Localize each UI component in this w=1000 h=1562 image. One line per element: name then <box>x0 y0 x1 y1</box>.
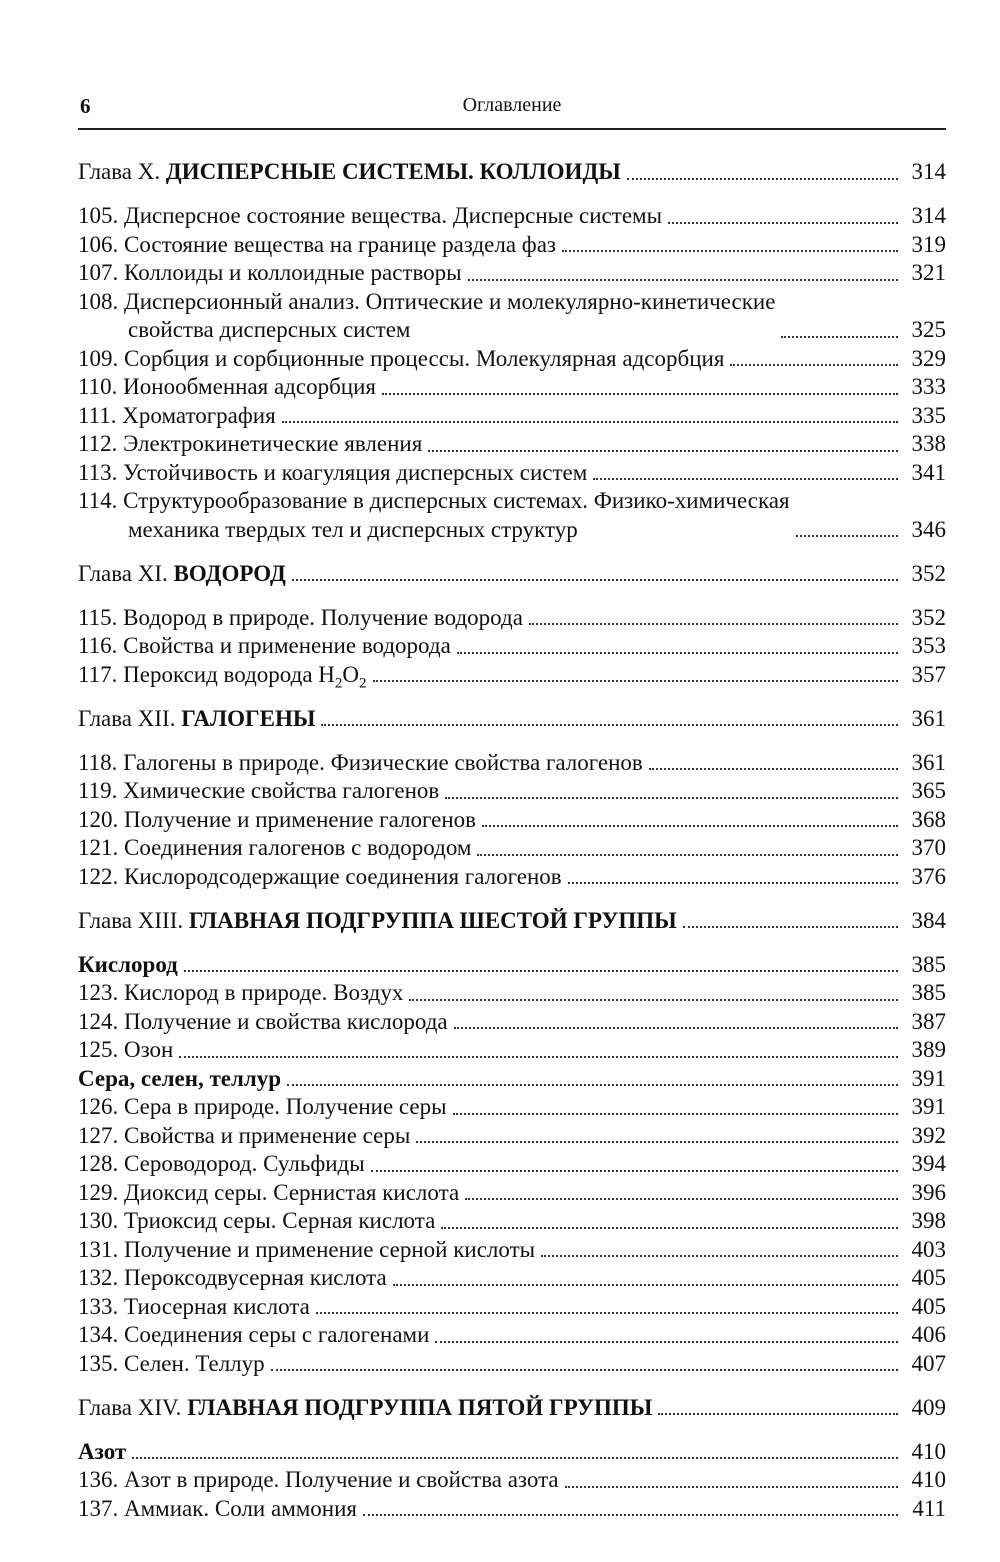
chapter-prefix: Глава XIII. <box>78 907 189 933</box>
entry-text: Хроматография <box>122 402 276 428</box>
chapter-gap <box>78 891 946 907</box>
entry-number: 109. <box>78 345 119 371</box>
entry-label <box>78 1122 410 1151</box>
chapter-prefix: Глава XII. <box>78 705 182 731</box>
page-ref: 411 <box>912 1495 946 1521</box>
section-gap <box>78 588 946 604</box>
leader-dots <box>796 523 898 537</box>
entry-text: Диоксид серы. Сернистая кислота <box>124 1179 460 1205</box>
toc-entry-row[interactable] <box>78 1093 946 1122</box>
page-ref: 410 <box>911 1438 946 1464</box>
entry-label <box>78 202 662 231</box>
page-ref: 410 <box>911 1467 946 1492</box>
toc-entry-row[interactable] <box>78 259 946 288</box>
entry-number: 111. <box>78 402 117 428</box>
entry-text: Свойства и применение серы <box>124 1122 411 1148</box>
entry-text: Получение и применение галогенов <box>124 806 476 832</box>
page-ref: 361 <box>911 705 946 731</box>
entry-text: Соединения серы с галогенами <box>124 1322 430 1347</box>
entry-text: Аммиак. Соли аммония <box>124 1495 357 1521</box>
entry-label <box>78 661 367 690</box>
entry-number: 124. <box>78 1008 119 1034</box>
entry-number: 136. <box>78 1467 119 1492</box>
entry-label <box>78 1008 448 1037</box>
entry-text-1: Дисперсионный анализ. Оптические и молекулярно-кинетические <box>124 288 776 314</box>
entry-number: 125. <box>78 1037 119 1062</box>
chapter-prefix: Глава XI. <box>78 560 174 586</box>
entry-text: Сорбция и сорбционные процессы. Молекулярная адсорбция <box>124 345 725 371</box>
page-ref: 406 <box>911 1322 946 1347</box>
page-ref: 333 <box>911 374 946 399</box>
toc-entry-row[interactable] <box>78 834 946 863</box>
page-ref: 376 <box>911 863 946 889</box>
entry-label <box>78 259 462 288</box>
page-ref: 329 <box>911 345 946 371</box>
leader-dots <box>321 712 898 726</box>
toc-entry-row[interactable] <box>78 288 946 345</box>
page-number: 6 <box>80 94 91 118</box>
entry-label <box>78 863 562 892</box>
entry-label <box>78 1150 365 1179</box>
entry-label <box>78 288 775 345</box>
entry-text-2: механика твердых тел и дисперсных структур <box>128 516 578 542</box>
page-ref: 391 <box>911 1065 946 1091</box>
toc-entry-row[interactable] <box>78 777 946 806</box>
page-ref: 335 <box>911 402 946 428</box>
page-ref: 392 <box>911 1122 946 1148</box>
entry-number: 106. <box>78 231 119 257</box>
leader-dots <box>562 238 898 252</box>
chapter-label <box>78 560 286 589</box>
entry-text: Получение и свойства кислорода <box>124 1008 448 1034</box>
entry-number: 107. <box>78 260 119 285</box>
page-ref: 394 <box>911 1151 946 1176</box>
entry-text: Пероксид водорода H <box>123 661 335 687</box>
leader-dots <box>541 1243 898 1257</box>
entry-text: Коллоиды и коллоидные растворы <box>124 260 462 285</box>
leader-dots <box>393 1272 898 1286</box>
entry-label <box>78 402 276 431</box>
toc-entry-row[interactable] <box>78 1008 946 1037</box>
leader-dots <box>529 611 898 625</box>
entry-label <box>78 834 471 863</box>
entry-label <box>78 604 523 633</box>
entry-text: Кислород в природе. Воздух <box>124 980 404 1005</box>
leader-dots <box>445 785 898 799</box>
leader-dots <box>465 1186 898 1200</box>
toc-entry-row[interactable] <box>78 231 946 260</box>
entry-text: Водород в природе. Получение водорода <box>123 604 523 630</box>
entry-text: Селен. Теллур <box>124 1350 265 1376</box>
entry-text: Озон <box>124 1037 174 1062</box>
page-ref: 405 <box>911 1293 946 1319</box>
entry-number: 119. <box>78 778 118 803</box>
section-gap <box>78 1422 946 1438</box>
toc-chapter-row[interactable] <box>78 158 946 187</box>
chapter-title: ГЛАВНАЯ ПОДГРУППА ШЕСТОЙ ГРУППЫ <box>188 907 677 933</box>
entry-text: Азот в природе. Получение и свойства азота <box>124 1467 559 1492</box>
entry-label <box>78 1350 265 1379</box>
entry-text: Ионообменная адсорбция <box>123 374 376 399</box>
entry-line-1 <box>78 288 775 317</box>
chapter-label <box>78 705 315 734</box>
entry-text: Устойчивость и коагуляция дисперсных систем <box>123 459 588 485</box>
leader-dots <box>363 1502 898 1516</box>
entry-number: 135. <box>78 1350 119 1376</box>
toc-entry-row[interactable] <box>78 202 946 231</box>
entry-label <box>78 231 556 260</box>
toc-entry-row[interactable] <box>78 1495 946 1524</box>
leader-dots <box>565 1474 898 1488</box>
page-ref: 352 <box>911 560 946 586</box>
toc-entry-row[interactable] <box>78 863 946 892</box>
entry-number: 128. <box>78 1151 119 1176</box>
entry-label <box>78 487 790 544</box>
toc-entry-row[interactable] <box>78 1122 946 1151</box>
entry-text: Галогены в природе. Физические свойства галогенов <box>123 749 643 775</box>
entry-number: 112. <box>78 431 118 456</box>
page-ref: 319 <box>911 231 946 257</box>
page-ref: 403 <box>911 1236 946 1262</box>
subsection-title: Сера, селен, теллур <box>78 1065 282 1091</box>
entry-number: 132. <box>78 1265 119 1290</box>
page-ref: 396 <box>911 1179 946 1205</box>
toc-entry-row[interactable] <box>78 1179 946 1208</box>
running-title: Оглавление <box>462 94 562 116</box>
subsection-title: Азот <box>78 1438 127 1464</box>
entry-number: 129. <box>78 1179 119 1205</box>
leader-dots <box>428 438 898 452</box>
leader-dots <box>184 958 898 972</box>
leader-dots <box>409 987 898 1001</box>
entry-label <box>78 1466 559 1495</box>
entry-text: Тиосерная кислота <box>124 1293 310 1319</box>
toc-entry-row[interactable] <box>78 1466 946 1495</box>
page-ref: 338 <box>911 431 946 456</box>
page-ref: 398 <box>911 1208 946 1233</box>
toc-entry-row[interactable] <box>78 661 946 690</box>
leader-dots <box>658 1401 898 1415</box>
toc-chapter-row[interactable] <box>78 705 946 734</box>
page-ref: 389 <box>911 1037 946 1062</box>
entry-number: 137. <box>78 1495 119 1521</box>
entry-number: 130. <box>78 1208 119 1233</box>
subsection-title: Кислород <box>78 951 178 977</box>
entry-label <box>78 1495 357 1524</box>
entry-number: 121. <box>78 835 119 860</box>
entry-number: 118. <box>78 749 118 775</box>
entry-label <box>78 749 643 778</box>
entry-text: Сероводород. Сульфиды <box>124 1151 365 1176</box>
page-ref: 405 <box>911 1265 946 1290</box>
entry-number: 120. <box>78 806 119 832</box>
toc-chapter-row[interactable] <box>78 560 946 589</box>
page-ref: 341 <box>911 459 946 485</box>
leader-dots <box>477 842 898 856</box>
entry-number: 122. <box>78 863 119 889</box>
toc-entry-row[interactable] <box>78 1207 946 1236</box>
toc-entry-row[interactable] <box>78 979 946 1008</box>
entry-label <box>78 806 476 835</box>
toc-entry-row[interactable] <box>78 749 946 778</box>
toc-entry-row[interactable] <box>78 604 946 633</box>
entry-text: Состояние вещества на границе раздела фаз <box>124 231 557 257</box>
entry-label <box>78 373 376 402</box>
leader-dots <box>435 1329 898 1343</box>
leader-dots <box>132 1445 898 1459</box>
leader-dots <box>457 640 898 654</box>
chapter-label <box>78 158 621 187</box>
entry-number: 113. <box>78 459 118 485</box>
leader-dots <box>287 1072 898 1086</box>
entry-text: Получение и применение серной кислоты <box>124 1236 536 1262</box>
entry-number: 116. <box>78 633 118 658</box>
entry-text: Триоксид серы. Серная кислота <box>124 1208 436 1233</box>
entry-number: 105. <box>78 203 119 228</box>
leader-dots <box>468 267 898 281</box>
entry-label <box>78 1036 173 1065</box>
section-gap <box>78 187 946 203</box>
leader-dots <box>382 381 898 395</box>
chapter-title: ГЛАВНАЯ ПОДГРУППА ПЯТОЙ ГРУППЫ <box>187 1394 653 1420</box>
entry-number: 115. <box>78 604 118 630</box>
leader-dots <box>668 210 898 224</box>
page-ref: 391 <box>911 1094 946 1119</box>
formula-element: O <box>342 661 360 687</box>
leader-dots <box>416 1129 898 1143</box>
page-ref: 384 <box>911 907 946 933</box>
section-gap <box>78 733 946 749</box>
entry-text: Химические свойства галогенов <box>123 778 440 803</box>
entry-label <box>78 632 451 661</box>
leader-dots <box>282 409 898 423</box>
entry-label <box>78 1264 387 1293</box>
page-ref: 352 <box>911 604 946 630</box>
toc-entry-row[interactable] <box>78 1236 946 1265</box>
page-ref: 387 <box>911 1008 946 1034</box>
toc-subsection-row[interactable] <box>78 951 946 980</box>
section-gap <box>78 935 946 951</box>
page-ref: 368 <box>911 806 946 832</box>
page-ref: 409 <box>911 1394 946 1420</box>
leader-dots <box>179 1044 898 1058</box>
page-ref: 370 <box>911 835 946 860</box>
toc-entry-row[interactable] <box>78 1264 946 1293</box>
entry-label <box>78 1093 447 1122</box>
page-ref: 385 <box>911 951 946 977</box>
table-of-contents <box>78 158 946 1523</box>
page-ref: 407 <box>911 1350 946 1376</box>
page-ref: 357 <box>911 661 946 687</box>
leader-dots <box>453 1101 898 1115</box>
page-ref: 321 <box>911 260 946 285</box>
entry-number: 123. <box>78 980 119 1005</box>
entry-label <box>78 979 403 1008</box>
entry-number: 114. <box>78 488 118 513</box>
toc-entry-row[interactable] <box>78 1150 946 1179</box>
leader-dots <box>292 567 898 581</box>
chapter-title: ДИСПЕРСНЫЕ СИСТЕМЫ. КОЛЛОИДЫ <box>165 159 621 184</box>
leader-dots <box>441 1215 898 1229</box>
entry-label <box>78 345 724 374</box>
toc-entry-row[interactable] <box>78 806 946 835</box>
chapter-label <box>78 907 677 936</box>
leader-dots <box>627 166 898 180</box>
leader-dots <box>271 1357 898 1371</box>
entry-text: Свойства и применение водорода <box>123 633 451 658</box>
entry-text-2: свойства дисперсных систем <box>128 317 411 342</box>
leader-dots <box>454 1015 898 1029</box>
leader-dots <box>373 668 898 682</box>
entry-label <box>78 430 422 459</box>
leader-dots <box>316 1300 898 1314</box>
entry-label <box>78 1179 459 1208</box>
toc-entry-row[interactable] <box>78 1036 946 1065</box>
entry-number: 110. <box>78 374 118 399</box>
entry-text: Пероксодвусерная кислота <box>124 1265 387 1290</box>
toc-subsection-row[interactable] <box>78 1438 946 1467</box>
leader-dots <box>568 870 898 884</box>
entry-text: Дисперсное состояние вещества. Дисперсные системы <box>124 203 663 228</box>
toc-subsection-row[interactable] <box>78 1065 946 1094</box>
leader-dots <box>781 324 898 338</box>
page-ref: 346 <box>911 516 946 542</box>
toc-chapter-row[interactable] <box>78 1394 946 1423</box>
toc-entry-row[interactable] <box>78 1321 946 1350</box>
toc-entry-row[interactable] <box>78 373 946 402</box>
toc-entry-row[interactable] <box>78 1293 946 1322</box>
entry-text: Соединения галогенов с водородом <box>124 835 472 860</box>
toc-entry-row[interactable] <box>78 487 946 544</box>
entry-number: 126. <box>78 1094 119 1119</box>
entry-line-1 <box>78 487 790 516</box>
entry-number: 134. <box>78 1322 119 1347</box>
entry-label <box>78 1293 310 1322</box>
entry-number: 108. <box>78 288 119 314</box>
entry-text: Кислородсодержащие соединения галогенов <box>124 863 562 889</box>
entry-label <box>78 1207 435 1236</box>
entry-label <box>78 459 587 488</box>
leader-dots <box>683 914 898 928</box>
page-ref: 353 <box>911 633 946 658</box>
chapter-gap <box>78 689 946 705</box>
page-ref: 314 <box>911 159 946 184</box>
entry-label <box>78 1236 535 1265</box>
leader-dots <box>730 352 898 366</box>
entry-label <box>78 1321 429 1350</box>
chapter-label <box>78 1394 652 1423</box>
leader-dots <box>371 1158 898 1172</box>
leader-dots <box>649 756 898 770</box>
leader-dots <box>593 466 898 480</box>
chapter-title: ГАЛОГЕНЫ <box>181 705 316 731</box>
toc-entry-row[interactable] <box>78 402 946 431</box>
toc-entry-row[interactable] <box>78 430 946 459</box>
page-ref: 365 <box>911 778 946 803</box>
toc-chapter-row[interactable] <box>78 907 946 936</box>
chapter-gap <box>78 544 946 560</box>
chapter-title: ВОДОРОД <box>173 560 286 586</box>
toc-entry-row[interactable] <box>78 459 946 488</box>
page-ref: 325 <box>911 317 946 342</box>
entry-number: 133. <box>78 1293 119 1319</box>
chapter-prefix: Глава XIV. <box>78 1394 188 1420</box>
formula-subscript: 2 <box>359 675 367 692</box>
entry-number: 127. <box>78 1122 119 1148</box>
entry-text: Сера в природе. Получение серы <box>124 1094 447 1119</box>
entry-number: 131. <box>78 1236 119 1262</box>
toc-entry-row[interactable] <box>78 632 946 661</box>
entry-text: Электрокинетические явления <box>123 431 423 456</box>
entry-label <box>78 777 439 806</box>
page-ref: 314 <box>911 203 946 228</box>
entry-text-1: Структурообразование в дисперсных системах. Физико-химическая <box>123 488 790 513</box>
chapter-prefix: Глава X. <box>78 159 166 184</box>
entry-number: 117. <box>78 661 118 687</box>
toc-entry-row[interactable] <box>78 345 946 374</box>
page-ref: 361 <box>911 749 946 775</box>
formula-subscript: 2 <box>334 675 343 692</box>
chapter-gap <box>78 1378 946 1394</box>
page-header <box>78 94 946 130</box>
leader-dots <box>482 813 898 827</box>
toc-entry-row[interactable] <box>78 1350 946 1379</box>
page-ref: 385 <box>911 980 946 1005</box>
